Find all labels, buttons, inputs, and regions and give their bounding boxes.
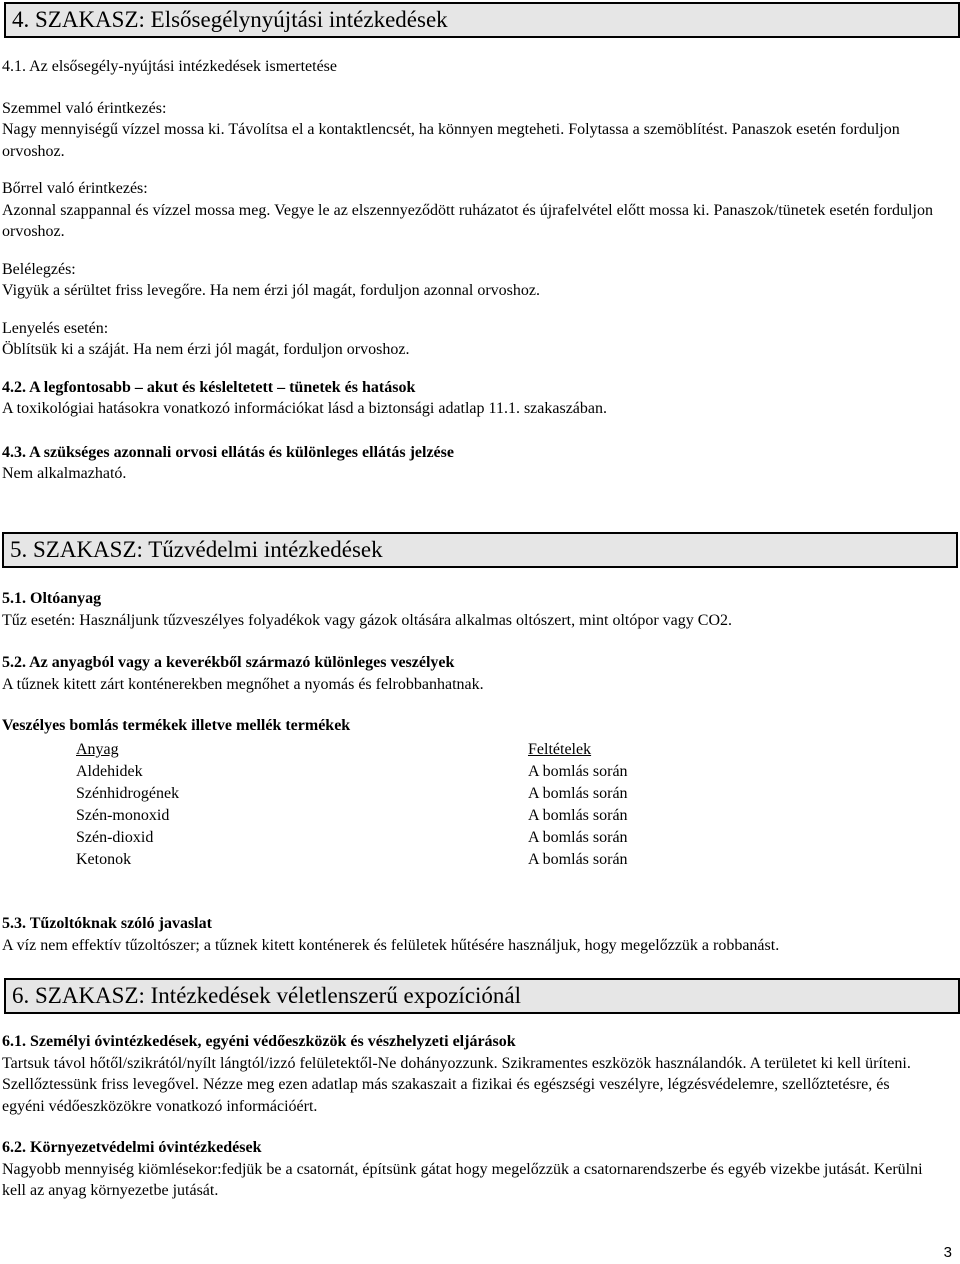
skin-contact-text: Azonnal szappannal és vízzel mossa meg. Vegye le az elszennyeződött ruházatot és újrafelvétel előtt mossa ki. Panaszok/tünetek esetén forduljon orvoshoz. [2, 201, 933, 240]
decomposition-table [2, 739, 952, 871]
eye-contact-text: Nagy mennyiségű vízzel mossa ki. Távolítsa el a kontaktlencsét, ha könnyen megteheti. Folytassa a szemöblítést. Panaszok esetén forduljon orvoshoz. [2, 121, 900, 160]
subsection-5-2-text: A tűznek kitett zárt konténerekben megnőhet a nyomás és felrobbanhatnak. [2, 675, 484, 693]
table-cell-condition: A bomlás során [528, 763, 628, 780]
subsection-6-1-text: Tartsuk távol hőtől/szikrától/nyílt lángtól/izzó felületektől-Ne dohányozzunk. Szikramentes eszközök használandók. A területet ki kell üríteni. Szellőztessünk friss levegővel. Nézze meg ezen adatlap más szakaszait a fizikai és egészségi veszélyre, légzésvédelemre, szellőztetésre, és egyéni védőeszközökre vonatkozó információért. [2, 1054, 911, 1115]
section-4-header: 4. SZAKASZ: Elsősegélynyújtási intézkedések [4, 2, 960, 38]
ingestion-title: Lenyelés esetén: [2, 319, 109, 337]
subsection-5-3-text: A víz nem effektív tűzoltószer; a tűznek kitett konténerek és felületek hűtésére használjuk, hogy megelőzzük a robbanást. [2, 936, 780, 954]
inhalation-title: Belélegzés: [2, 260, 76, 278]
table-cell-substance: Ketonok [76, 851, 132, 868]
eye-contact-title: Szemmel való érintkezés: [2, 99, 167, 117]
subsection-5-3-title: 5.3. Tűzoltóknak szóló javaslat [2, 915, 212, 932]
subsection-4-3-text: Nem alkalmazható. [2, 465, 127, 482]
column-header-substance: Anyag [76, 741, 119, 758]
table-cell-substance: Szén-monoxid [76, 807, 170, 824]
subsection-6-2-title: 6.2. Környezetvédelmi óvintézkedések [2, 1139, 262, 1156]
inhalation-text: Vigyük a sérültet friss levegőre. Ha nem érzi jól magát, forduljon azonnal orvoshoz. [2, 282, 540, 299]
subsection-5-1-text: Tűz esetén: Használjunk tűzveszélyes folyadékok vagy gázok oltására alkalmas oltószert, mint oltópor vagy CO2. [2, 611, 732, 629]
page-number: 3 [943, 1244, 952, 1261]
ingestion-text: Öblítsük ki a száját. Ha nem érzi jól magát, forduljon orvoshoz. [2, 341, 410, 358]
subsection-5-2-title: 5.2. Az anyagból vagy a keverékből származó különleges veszélyek [2, 654, 455, 671]
subsection-4-3-title: 4.3. A szükséges azonnali orvosi ellátás és különleges ellátás jelzése [2, 443, 454, 461]
decomposition-products-title: Veszélyes bomlás termékek illetve mellék termékek [2, 717, 351, 734]
table-cell-condition: A bomlás során [528, 807, 628, 824]
table-cell-condition: A bomlás során [528, 785, 628, 802]
subsection-4-2-title: 4.2. A legfontosabb – akut és késleltetett – tünetek és hatások [2, 378, 416, 396]
subsection-6-2-text: Nagyobb mennyiség kiömlésekor:fedjük be a csatornát, építsünk gátat hogy megelőzzük a csatornarendszerbe és egyéb vizekbe jutását. Kerülni kell az anyag környezetbe jutását. [2, 1160, 923, 1199]
subsection-5-1-title: 5.1. Oltóanyag [2, 590, 102, 607]
section-6-header: 6. SZAKASZ: Intézkedések véletlenszerű expozíciónál [4, 978, 960, 1014]
table-cell-condition: A bomlás során [528, 829, 628, 846]
table-cell-substance: Szén-dioxid [76, 829, 154, 846]
table-cell-substance: Szénhidrogének [76, 785, 180, 802]
subsection-6-1-title: 6.1. Személyi óvintézkedések, egyéni védőeszközök és vészhelyzeti eljárások [2, 1033, 516, 1050]
table-cell-substance: Aldehidek [76, 763, 143, 780]
section-5-header: 5. SZAKASZ: Tűzvédelmi intézkedések [2, 532, 958, 568]
skin-contact-title: Bőrrel való érintkezés: [2, 180, 148, 197]
subsection-4-1-title: 4.1. Az elsősegély-nyújtási intézkedések ismertetése [2, 58, 338, 75]
section-4-body [2, 56, 952, 485]
subsection-4-2-text: A toxikológiai hatásokra vonatkozó információkat lásd a biztonsági adatlap 11.1. szakaszában. [2, 400, 607, 417]
subsection-5-3 [2, 913, 952, 956]
table-cell-condition: A bomlás során [528, 851, 628, 868]
section-6-body [2, 1031, 952, 1202]
section-5-body [2, 588, 952, 737]
column-header-conditions: Feltételek [528, 741, 592, 758]
